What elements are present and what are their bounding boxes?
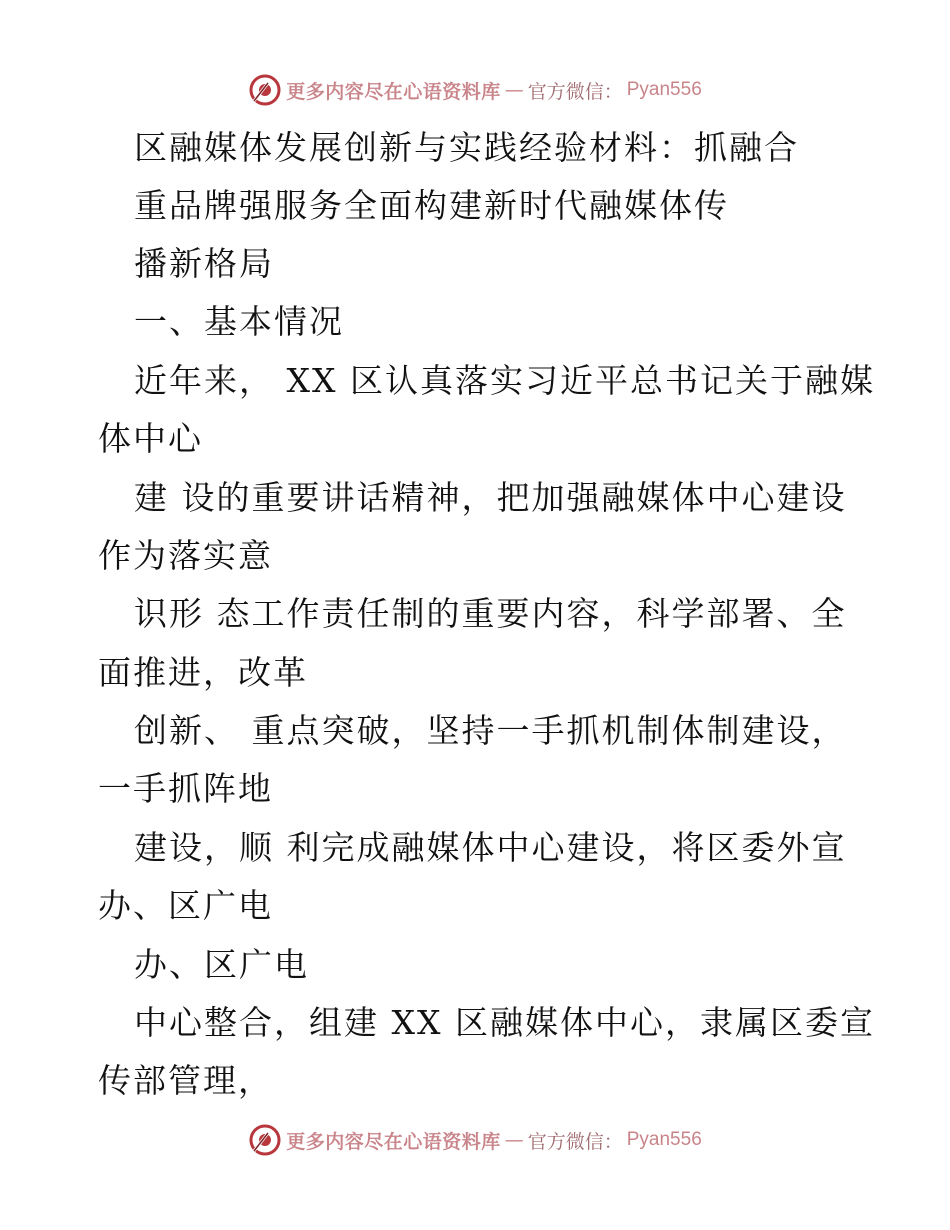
paragraph-line: 建设，顺 利完成融媒体中心建设，将区委外宣 bbox=[134, 828, 847, 867]
footer-banner bbox=[0, 1120, 950, 1160]
banner-official-label: 官方微信： bbox=[527, 1130, 623, 1153]
doc-title-line-3: 播新格局 bbox=[134, 244, 274, 283]
paragraph-line: 一手抓阵地 bbox=[98, 769, 273, 808]
paragraph-line: 创新、 重点突破，坚持一手抓机制体制建设， bbox=[134, 711, 847, 750]
paragraph-line: 体中心 bbox=[98, 419, 203, 458]
paragraph-line: 作为落实意 bbox=[98, 536, 273, 575]
banner-brand-text: 更多内容尽在心语资料库 bbox=[286, 1130, 501, 1153]
paragraph-line: 建 设的重要讲话精神，把加强融媒体中心建设 bbox=[134, 478, 847, 517]
section-heading: 一、基本情况 bbox=[134, 302, 344, 341]
doc-title-line-2: 重品牌强服务全面构建新时代融媒体传 bbox=[134, 186, 729, 225]
paragraph-line: 办、区广电 bbox=[98, 886, 273, 925]
brand-logo-icon bbox=[248, 1123, 282, 1157]
banner-official-label: 官方微信： bbox=[527, 80, 623, 103]
doc-title-line-1: 区融媒体发展创新与实践经验材料：抓融合 bbox=[134, 128, 799, 167]
banner-wechat-id: Pyan556 bbox=[626, 79, 702, 100]
banner-dash: — bbox=[504, 79, 524, 101]
banner-wechat-id: Pyan556 bbox=[626, 1129, 702, 1150]
paragraph-line: 面推进，改革 bbox=[98, 653, 308, 692]
paragraph-line: 中心整合，组建 XX 区融媒体中心，隶属区委宣 bbox=[134, 1003, 875, 1042]
banner-brand-text: 更多内容尽在心语资料库 bbox=[286, 80, 501, 103]
paragraph-line: 办、区广电 bbox=[134, 945, 309, 984]
paragraph-line: 识形 态工作责任制的重要内容，科学部署、全 bbox=[134, 594, 847, 633]
paragraph-line: 传部管理， bbox=[98, 1061, 273, 1100]
paragraph-line: 近年来， XX 区认真落实习近平总书记关于融媒 bbox=[134, 361, 875, 400]
banner-dash: — bbox=[504, 1129, 524, 1151]
